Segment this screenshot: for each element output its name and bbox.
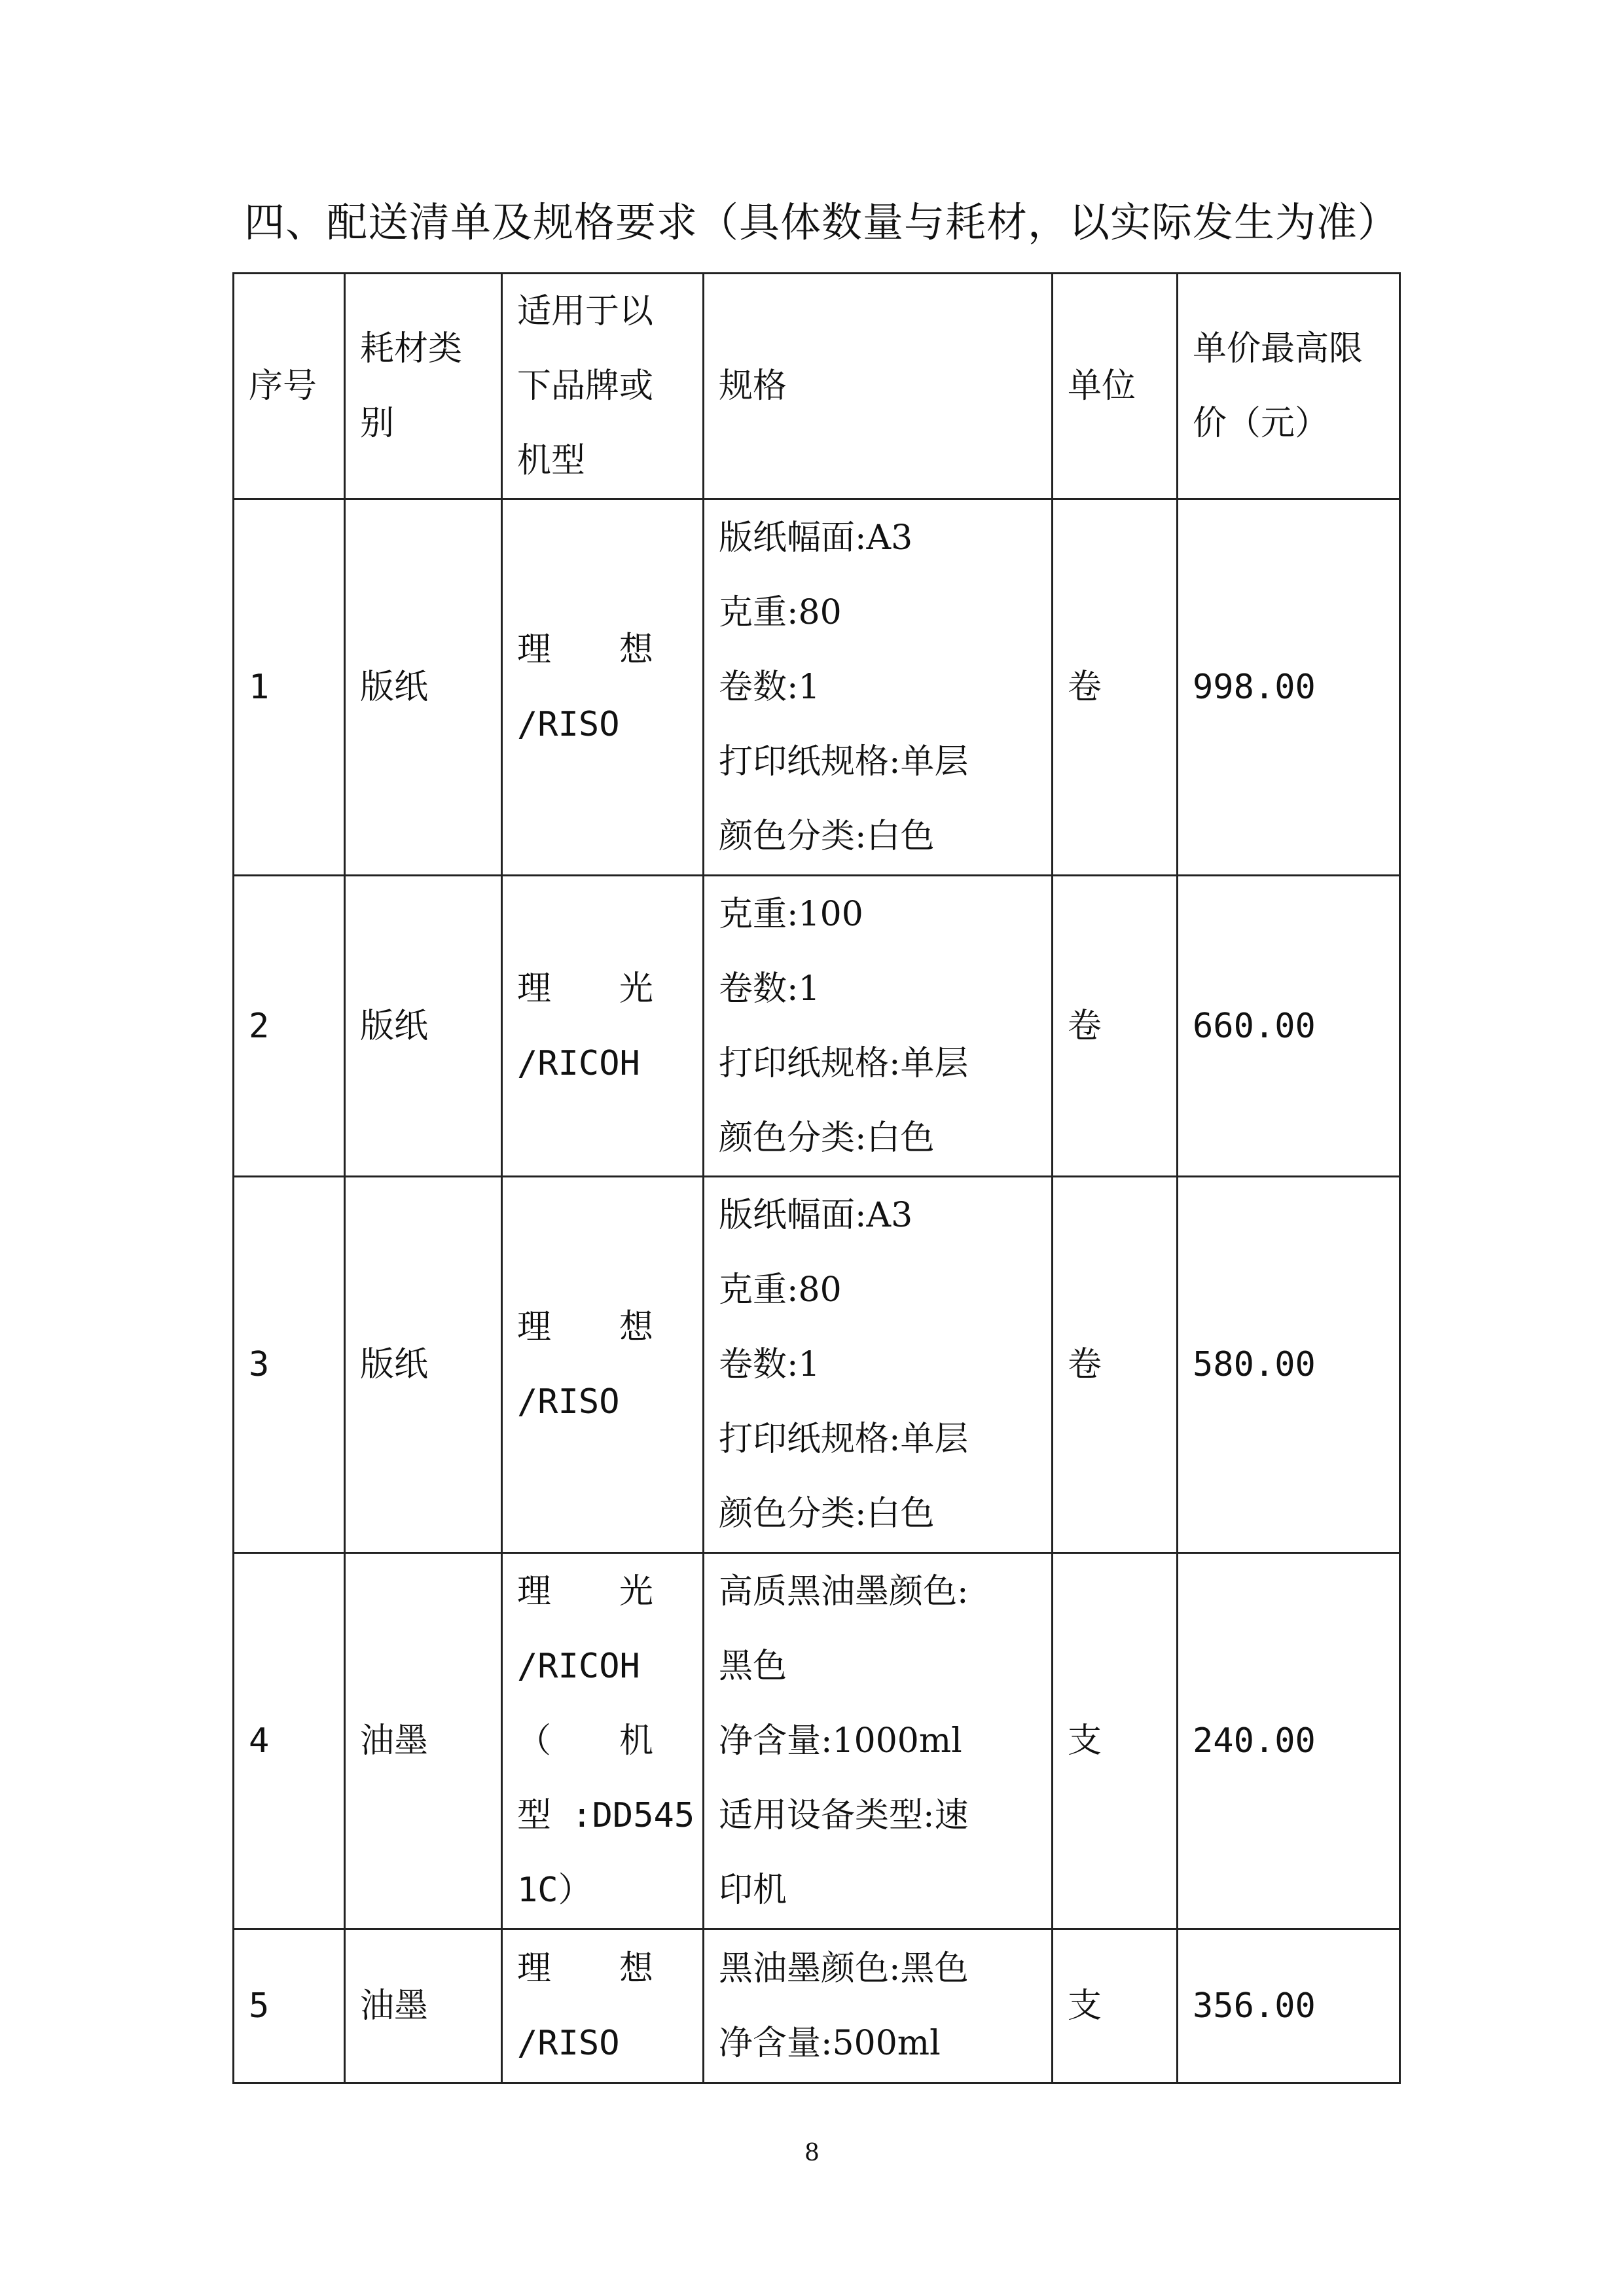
row-brand: 理 想 /RISO [502, 1177, 704, 1553]
consumables-spec-table [232, 272, 1401, 2084]
row-category: 油墨 [345, 1929, 502, 2083]
table-row [234, 1177, 1400, 1553]
row-price: 998.00 [1178, 499, 1400, 876]
table-row [234, 1929, 1400, 2083]
row-unit: 支 [1053, 1553, 1178, 1929]
table-row [234, 876, 1400, 1177]
row-unit: 支 [1053, 1929, 1178, 2083]
row-index: 3 [234, 1177, 345, 1553]
table-header-row [234, 274, 1400, 499]
row-brand: 理 光 /RICOH （ 机 型 :DD545 1C） [502, 1553, 704, 1929]
row-brand: 理 想 /RISO [502, 1929, 704, 2083]
row-price: 580.00 [1178, 1177, 1400, 1553]
row-unit: 卷 [1053, 499, 1178, 876]
header-brand: 适用于以 下品牌或 机型 [502, 274, 704, 499]
row-category: 版纸 [345, 499, 502, 876]
row-price: 356.00 [1178, 1929, 1400, 2083]
header-unit: 单位 [1053, 274, 1178, 499]
row-brand: 理 想 /RISO [502, 499, 704, 876]
row-index: 4 [234, 1553, 345, 1929]
table-row [234, 1553, 1400, 1929]
row-category: 版纸 [345, 876, 502, 1177]
row-spec: 克重:100 卷数:1 打印纸规格:单层 颜色分类:白色 [704, 876, 1053, 1177]
row-index: 1 [234, 499, 345, 876]
row-spec: 黑油墨颜色:黑色 净含量:500ml [704, 1929, 1053, 2083]
row-spec: 高质黑油墨颜色: 黑色 净含量:1000ml 适用设备类型:速 印机 [704, 1553, 1053, 1929]
row-unit: 卷 [1053, 1177, 1178, 1553]
row-price: 660.00 [1178, 876, 1400, 1177]
row-brand: 理 光 /RICOH [502, 876, 704, 1177]
row-price: 240.00 [1178, 1553, 1400, 1929]
row-spec: 版纸幅面:A3 克重:80 卷数:1 打印纸规格:单层 颜色分类:白色 [704, 1177, 1053, 1553]
header-spec: 规格 [704, 274, 1053, 499]
header-price: 单价最高限 价（元） [1178, 274, 1400, 499]
section-heading: 四、配送清单及规格要求（具体数量与耗材，以实际发生为准） [244, 198, 1399, 246]
row-category: 油墨 [345, 1553, 502, 1929]
table-row [234, 499, 1400, 876]
row-category: 版纸 [345, 1177, 502, 1553]
header-category: 耗材类 别 [345, 274, 502, 499]
row-index: 2 [234, 876, 345, 1177]
row-index: 5 [234, 1929, 345, 2083]
header-index: 序号 [234, 274, 345, 499]
row-unit: 卷 [1053, 876, 1178, 1177]
row-spec: 版纸幅面:A3 克重:80 卷数:1 打印纸规格:单层 颜色分类:白色 [704, 499, 1053, 876]
page-number: 8 [804, 2140, 820, 2166]
